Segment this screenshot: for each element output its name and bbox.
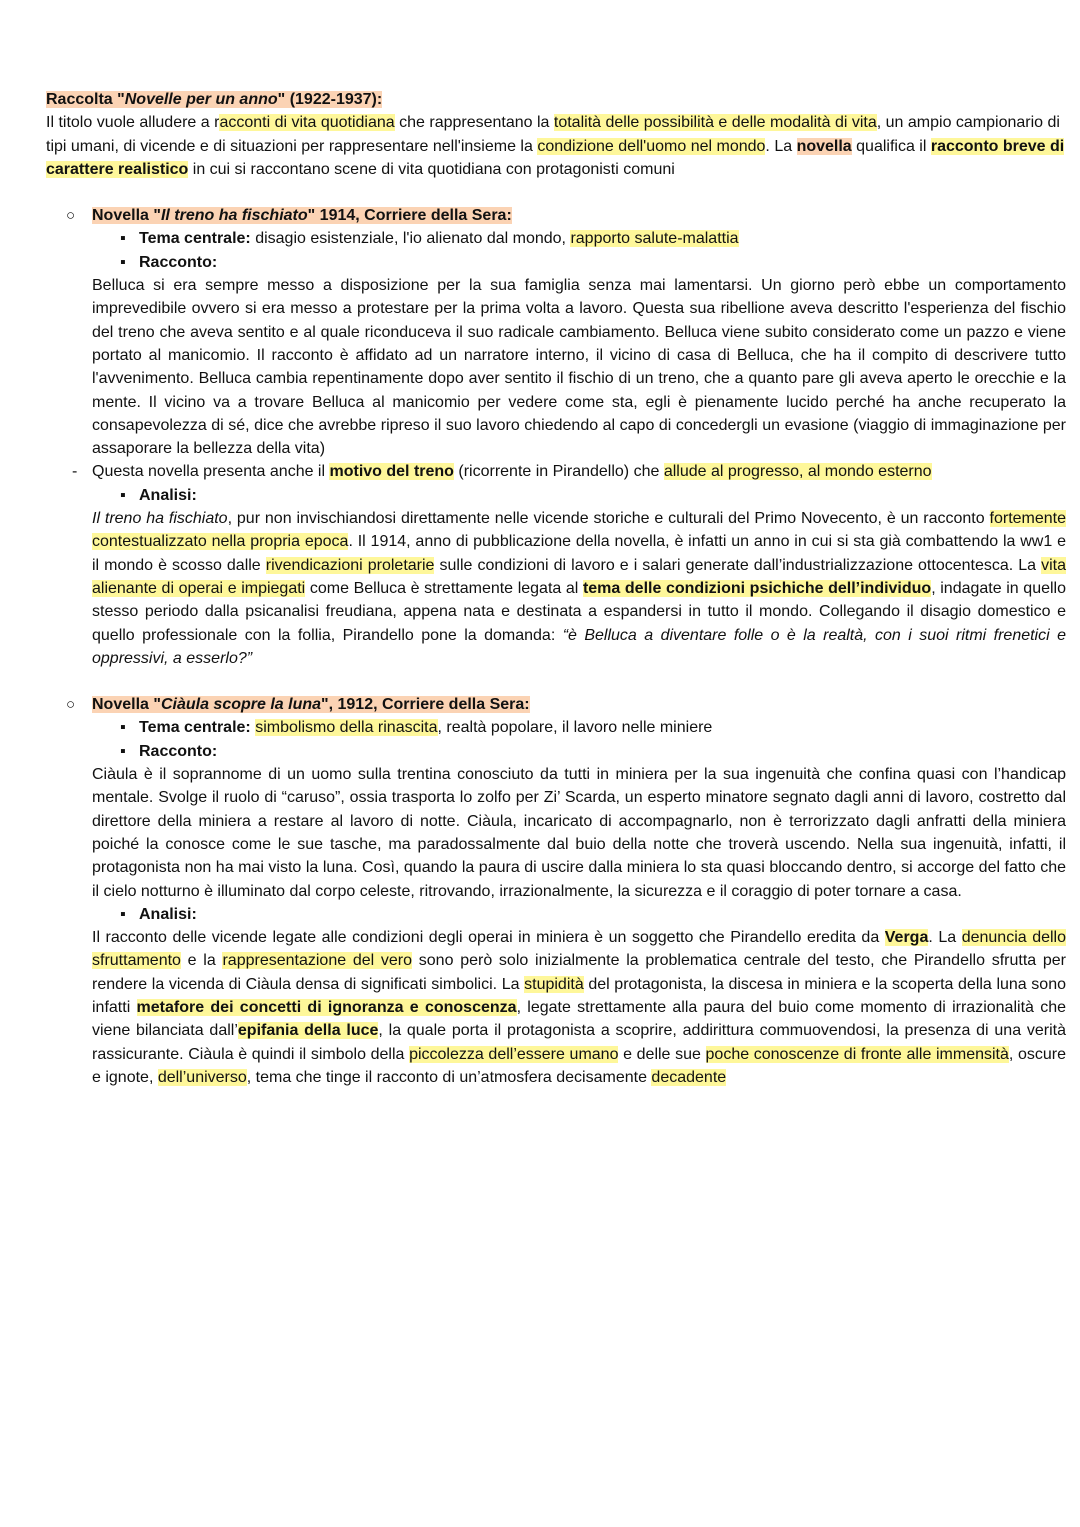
text-run: del protagonista, la discesa in miniera e la scoperta della luna sono infatti xyxy=(92,975,1067,1016)
text-run: , indagate in quello stesso periodo dalla psicanalisi freudiana, appena nata e destinata a espandersi in tutto il mondo. Collegando il disagio domestico e quello professionale con la follia, Pirandello pone la domanda: xyxy=(92,579,1067,644)
square-bullet-icon: ▪ xyxy=(120,253,126,271)
text-run: Analisi: xyxy=(139,905,197,923)
text-run: vita alienante di operai e impiegati xyxy=(92,556,1066,597)
text-run: Analisi: xyxy=(139,486,197,504)
circle-bullet-icon: ○ xyxy=(66,696,76,714)
text-run: Raccolta " xyxy=(46,91,125,108)
text-run: " 1914, Corriere della Sera: xyxy=(307,207,512,225)
treno-tema-centrale xyxy=(46,227,1066,250)
text-run: , pur non invischiandosi direttamente nelle vicende storiche e culturali del Primo Novecento, è un racconto xyxy=(227,510,990,528)
square-bullet-icon: ▪ xyxy=(120,486,126,504)
text-run: “è Belluca a diventare folle o è la realtà, con i suoi ritmi frenetici e oppressivi, a esserlo?” xyxy=(92,626,1066,667)
text-run xyxy=(46,91,382,108)
text-run: Ciàula scopre la luna xyxy=(160,696,322,714)
text-run: tema delle condizioni psichiche dell’individuo xyxy=(582,579,932,597)
text-run: acconti di vita quotidiana xyxy=(219,114,395,132)
treno-racconto-text: Belluca si era sempre messo a disposizione per la sua famiglia senza mai lamentarsi. Un giorno però ebbe un comportamento imprevedibile ovvero si era messo a protestare per la prima volta a lavoro. Questa sua ribellione aveva descritto l'esperienza del fischio del treno che aveva sentito e al quale riconduceva il suo radicale cambiamento. Belluca viene subito considerato come un pazzo e viene portato al manicomio. Il racconto è affidato ad un narratore interno, il vicino di casa di Belluca, che ha il compito di descrivere tutto l'avvenimento. Belluca cambia repentinamente dopo aver sentito il fischio di un treno, che a quanto pare gli aveva aperto le orecchie e la mente. Il vicino va a trovare Belluca al manicomio per vedere come sta, egli è pienamente lucido perché ha anche recuperato la consapevolezza di sé, dice che avrebbe ripreso il suo lavoro chiedendo al capo di concedergli un evasione (viaggio di immaginazione per assaporare la bellezza della vita) xyxy=(92,277,1066,458)
text-run: Verga xyxy=(884,929,929,947)
text-run: " (1922-1937): xyxy=(277,91,383,108)
text-run: disagio esistenziale, l'io alienato dal mondo, xyxy=(250,230,571,248)
text-run: Questa novella presenta anche il xyxy=(92,463,330,481)
text-run: stupidità xyxy=(524,975,584,993)
text-run: novella xyxy=(796,137,852,155)
text-run: Tema centrale: xyxy=(139,719,251,737)
text-run: piccolezza dell’essere umano xyxy=(409,1045,619,1063)
square-bullet-icon: ▪ xyxy=(120,719,126,737)
treno-analisi-label xyxy=(46,484,1066,507)
text-run: e delle sue xyxy=(618,1045,706,1063)
text-run: poche conoscenze di fronte alle immensità xyxy=(705,1045,1009,1063)
text-run: sono però solo inizialmente la problematica centrale del testo, che Pirandello sfrutta per rendere la vicenda di Ciàula densa di significati simbolici. La xyxy=(92,952,1067,993)
ciaula-analisi-text xyxy=(46,926,1066,1089)
text-run: Racconto: xyxy=(139,253,218,271)
text-run: condizione dell'uomo nel mondo xyxy=(537,137,766,155)
text-run: ", 1912, Corriere della Sera: xyxy=(321,696,530,714)
text-run: Novella " xyxy=(92,207,161,225)
text-run: simbolismo della rinascita xyxy=(255,719,438,737)
text-run: motivo del treno xyxy=(329,463,454,481)
ciaula-racconto-label xyxy=(46,740,1066,763)
text-run: Tema centrale: xyxy=(139,230,251,248)
text-run: rivendicazioni proletarie xyxy=(265,556,435,574)
text-run: , legate strettamente alla paura del buio come momento di irrazionalità che viene bilanciata dall’ xyxy=(92,998,1066,1040)
text-run: in cui si raccontano scene di vita quotidiana con protagonisti comuni xyxy=(188,160,675,178)
raccolta-title xyxy=(46,88,1066,111)
text-run xyxy=(92,207,512,224)
text-run: . La xyxy=(765,137,797,155)
text-run: rapporto salute-malattia xyxy=(570,230,739,248)
text-run: metafore dei concetti di ignoranza e conoscenza xyxy=(136,998,517,1016)
section-treno-title xyxy=(46,204,1066,227)
raccolta-paragraph xyxy=(46,111,1066,181)
text-run: dell’universo xyxy=(157,1068,247,1086)
text-run: denuncia dello sfruttamento xyxy=(92,929,1066,970)
text-run: totalità delle possibilità e delle modalità di vita xyxy=(553,114,877,132)
text-run: Novella " xyxy=(92,696,161,714)
ciaula-analisi-label xyxy=(46,903,1066,926)
ciaula-tema-centrale xyxy=(46,716,1066,739)
square-bullet-icon: ▪ xyxy=(120,742,126,760)
circle-bullet-icon: ○ xyxy=(66,207,76,225)
text-run: , oscure e ignote, xyxy=(92,1045,1067,1086)
text-run: , la quale porta il protagonista a scoprire, addirittura commuovendosi, la presenza di una verità rassicurante. Ciàula è quindi il simbolo della xyxy=(92,1022,1067,1063)
text-run: , un ampio campionario di tipi umani, di vicende e di situazioni per rappresentare nell'insieme la xyxy=(46,114,1060,155)
text-run xyxy=(92,696,530,713)
text-run: . Il 1914, anno di pubblicazione della novella, è infatti un anno in cui si sta già combattendo la ww1 e il mondo è scosso dalle xyxy=(92,533,1066,574)
text-run: rappresentazione del vero xyxy=(222,952,413,970)
text-run: racconto breve di carattere realistico xyxy=(46,137,1065,178)
square-bullet-icon: ▪ xyxy=(120,230,126,248)
text-run: fortemente contestualizzato nella propria epoca xyxy=(92,510,1067,551)
treno-racconto-label xyxy=(46,251,1066,274)
text-run: e la xyxy=(180,952,223,970)
text-run: qualifica il xyxy=(851,137,931,155)
text-run: epifania della luce xyxy=(237,1022,379,1040)
square-bullet-icon: ▪ xyxy=(120,905,126,923)
section-ciaula-title xyxy=(46,693,1066,716)
text-run: , tema che tinge il racconto di un’atmosfera decisamente xyxy=(246,1068,652,1086)
text-run: Il treno ha fischiato xyxy=(92,510,228,528)
text-run: Novelle per un anno xyxy=(124,91,278,108)
text-run: Racconto: xyxy=(139,742,218,760)
treno-motivo xyxy=(46,460,1066,483)
text-run: Il titolo vuole alludere a r xyxy=(46,114,220,132)
text-run: che rappresentano la xyxy=(394,114,554,132)
text-run: come Belluca è strettamente legata al xyxy=(305,579,583,597)
text-run: . La xyxy=(928,929,962,947)
text-run: sulle condizioni di lavoro e i salari generate dall’industrializzazione ottocentesca. La xyxy=(434,556,1042,574)
document-page xyxy=(46,88,1066,1089)
text-run: decadente xyxy=(651,1068,727,1086)
text-run: (ricorrente in Pirandello) che xyxy=(453,463,664,481)
text-run: Il treno ha fischiato xyxy=(160,207,308,225)
text-run: , realtà popolare, il lavoro nelle miniere xyxy=(437,719,713,737)
text-run: allude al progresso, al mondo esterno xyxy=(663,463,932,481)
ciaula-racconto-text: Ciàula è il soprannome di un uomo sulla trentina conosciuto da tutti in miniera per la sua ingenuità che confina quasi con l’handicap mentale. Svolge il ruolo di “caruso”, ossia trasporta lo zolfo per Zi’ Scarda, un esperto minatore segnato dagli anni di lavoro, costretto dal direttore della miniera a restare al lavoro di notte. Ciàula, incaricato di accompagnarlo, non è terrorizzato dagli anfratti della miniera poiché la conosce come le sue tasche, ma paradossalmente dal buio della notte che troverà uscendo. Nella sua ingenuità, infatti, il protagonista non ha mai visto la luna. Così, quando la paura di uscire dalla miniera lo sta quasi bloccando dentro, si accorge del fatto che il cielo notturno è illuminato dal corpo celeste, ritrovando, irrazionalmente, la sicurezza e il coraggio di poter tornare a casa. xyxy=(92,766,1066,900)
treno-analisi-text xyxy=(46,507,1066,670)
text-run: Il racconto delle vicende legate alle condizioni degli operai in miniera è un soggetto che Pirandello eredita da xyxy=(92,929,885,947)
dash-bullet-icon: - xyxy=(72,463,78,481)
